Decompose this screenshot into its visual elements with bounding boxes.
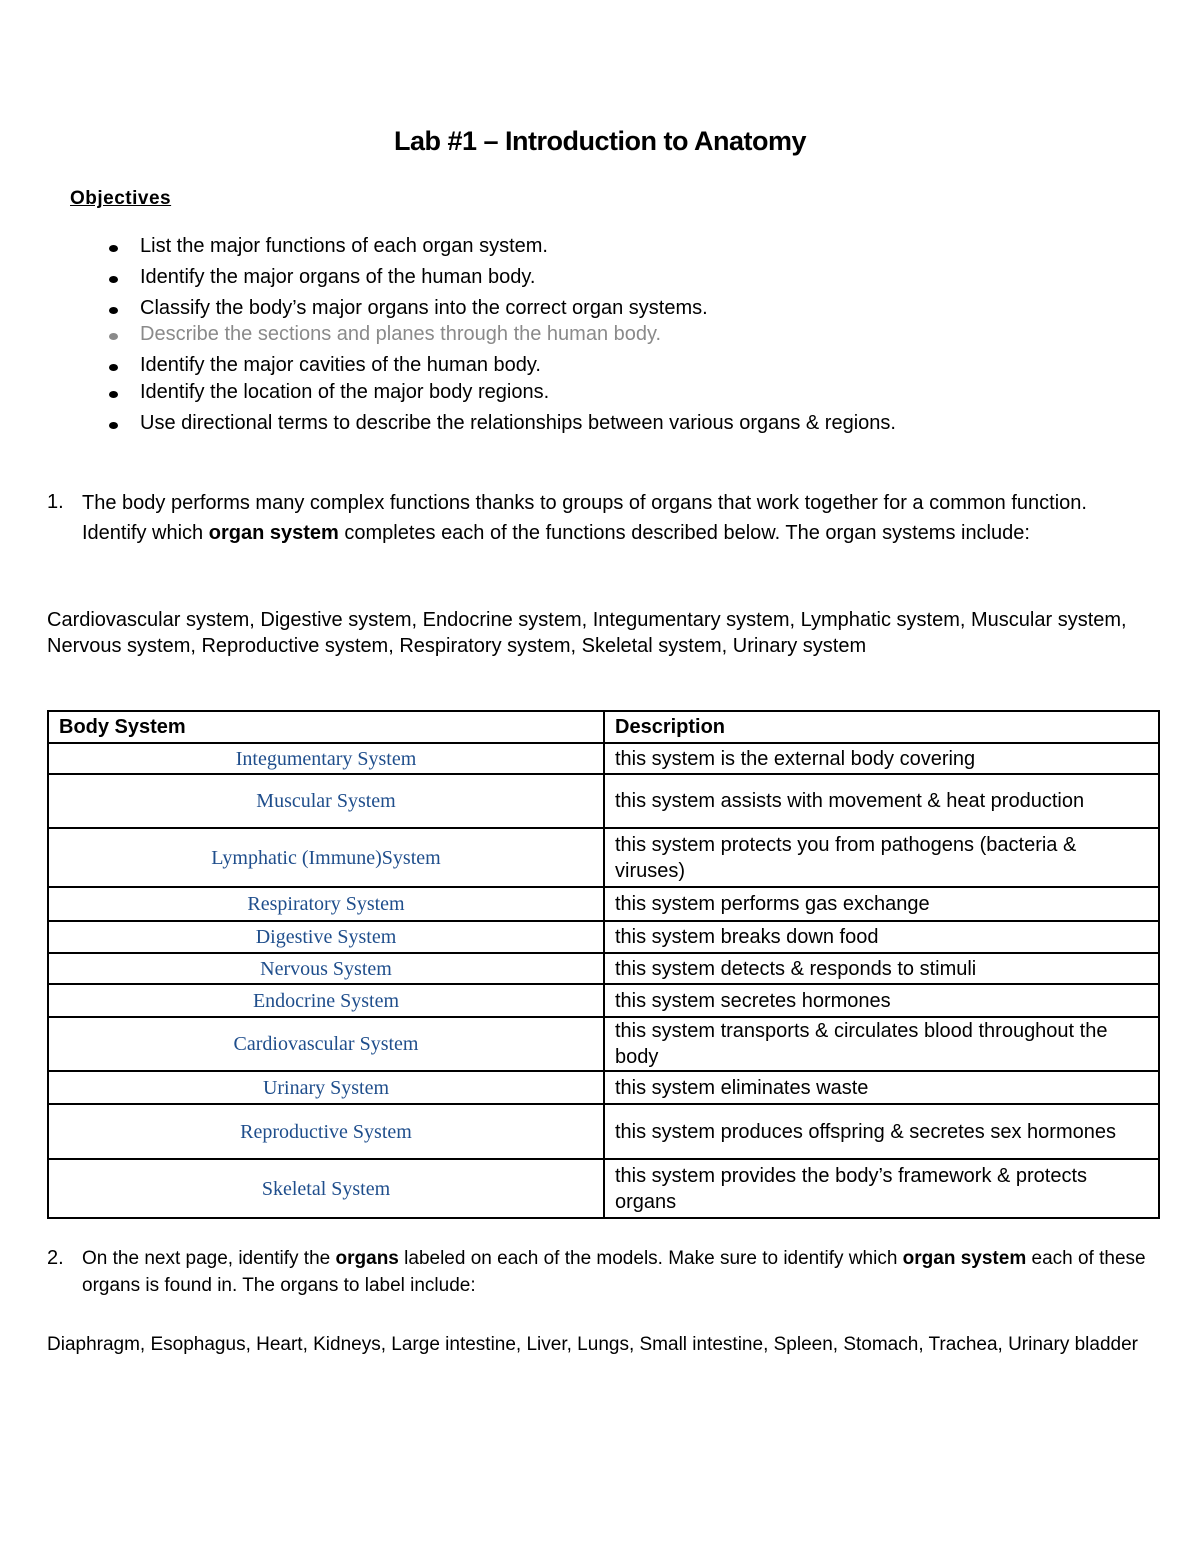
system-name-cell: Reproductive System bbox=[48, 1104, 604, 1159]
system-name-cell: Respiratory System bbox=[48, 887, 604, 921]
table-row bbox=[48, 774, 1159, 828]
system-name-cell: Muscular System bbox=[48, 774, 604, 828]
system-name-cell: Lymphatic (Immune)System bbox=[48, 828, 604, 887]
table-header-row bbox=[48, 711, 1159, 743]
bullet-icon bbox=[109, 422, 118, 429]
table-row bbox=[48, 1071, 1159, 1104]
question-2-text: On the next page, identify the organs labeled on each of the models. Make sure to identify which organ system each of these organs is found in. The organs to label include: bbox=[82, 1248, 1146, 1296]
objective-item: Identify the location of the major body regions. bbox=[140, 381, 549, 404]
description-cell: this system eliminates waste bbox=[604, 1071, 1159, 1104]
table-row bbox=[48, 984, 1159, 1017]
objective-item: Describe the sections and planes through the human body. bbox=[140, 323, 661, 346]
table-row bbox=[48, 1017, 1159, 1071]
system-name-cell: Urinary System bbox=[48, 1071, 604, 1104]
question-1-number: 1. bbox=[47, 491, 64, 513]
objective-item: Classify the body’s major organs into the correct organ systems. bbox=[140, 297, 708, 320]
table-row bbox=[48, 743, 1159, 774]
bullet-icon bbox=[109, 307, 118, 314]
objective-item: Use directional terms to describe the relationships between various organs & regions. bbox=[140, 412, 896, 435]
system-name-cell: Nervous System bbox=[48, 953, 604, 984]
table-row bbox=[48, 828, 1159, 887]
system-name-cell: Cardiovascular System bbox=[48, 1017, 604, 1071]
system-name-cell: Digestive System bbox=[48, 921, 604, 953]
description-cell: this system transports & circulates blood throughout the body bbox=[604, 1017, 1159, 1071]
objective-item: Identify the major organs of the human body. bbox=[140, 266, 535, 289]
table-row bbox=[48, 1104, 1159, 1159]
description-cell: this system secretes hormones bbox=[604, 984, 1159, 1017]
bullet-icon bbox=[109, 364, 118, 371]
bullet-icon bbox=[109, 276, 118, 283]
objective-item: Identify the major cavities of the human body. bbox=[140, 354, 541, 377]
description-cell: this system detects & responds to stimuli bbox=[604, 953, 1159, 984]
description-cell: this system is the external body covering bbox=[604, 743, 1159, 774]
organs-list: Diaphragm, Esophagus, Heart, Kidneys, Large intestine, Liver, Lungs, Small intestine, Spleen, Stomach, Trachea, Urinary bladder bbox=[47, 1334, 1138, 1355]
header-body-system: Body System bbox=[48, 711, 604, 743]
bullet-icon bbox=[109, 333, 118, 340]
description-cell: this system assists with movement & heat production bbox=[604, 774, 1159, 828]
system-name-cell: Endocrine System bbox=[48, 984, 604, 1017]
description-cell: this system protects you from pathogens (bacteria & viruses) bbox=[604, 828, 1159, 887]
table-row bbox=[48, 887, 1159, 921]
question-1-text: The body performs many complex functions thanks to groups of organs that work together for a common function. Identify which organ system completes each of the functions described below. The organ systems include: bbox=[82, 492, 1087, 544]
system-name-cell: Integumentary System bbox=[48, 743, 604, 774]
table-row bbox=[48, 1159, 1159, 1218]
table-row bbox=[48, 921, 1159, 953]
description-cell: this system breaks down food bbox=[604, 921, 1159, 953]
page-title: Lab #1 – Introduction to Anatomy bbox=[393, 126, 807, 156]
objective-item: List the major functions of each organ system. bbox=[140, 235, 548, 258]
organ-systems-list: Cardiovascular system, Digestive system, Endocrine system, Integumentary system, Lymphatic system, Muscular system, Nervous system, Reproductive system, Respiratory system, Skeletal system, Urinary system bbox=[47, 609, 1127, 657]
description-cell: this system produces offspring & secretes sex hormones bbox=[604, 1104, 1159, 1159]
bullet-icon bbox=[109, 391, 118, 398]
system-name-cell: Skeletal System bbox=[48, 1159, 604, 1218]
body-system-table bbox=[47, 710, 1160, 1219]
objectives-heading: Objectives bbox=[70, 188, 172, 209]
table-row bbox=[48, 953, 1159, 984]
bullet-icon bbox=[109, 245, 118, 252]
question-2-number: 2. bbox=[47, 1247, 64, 1269]
header-description: Description bbox=[604, 711, 1159, 743]
description-cell: this system performs gas exchange bbox=[604, 887, 1159, 921]
description-cell: this system provides the body’s framework & protects organs bbox=[604, 1159, 1159, 1218]
